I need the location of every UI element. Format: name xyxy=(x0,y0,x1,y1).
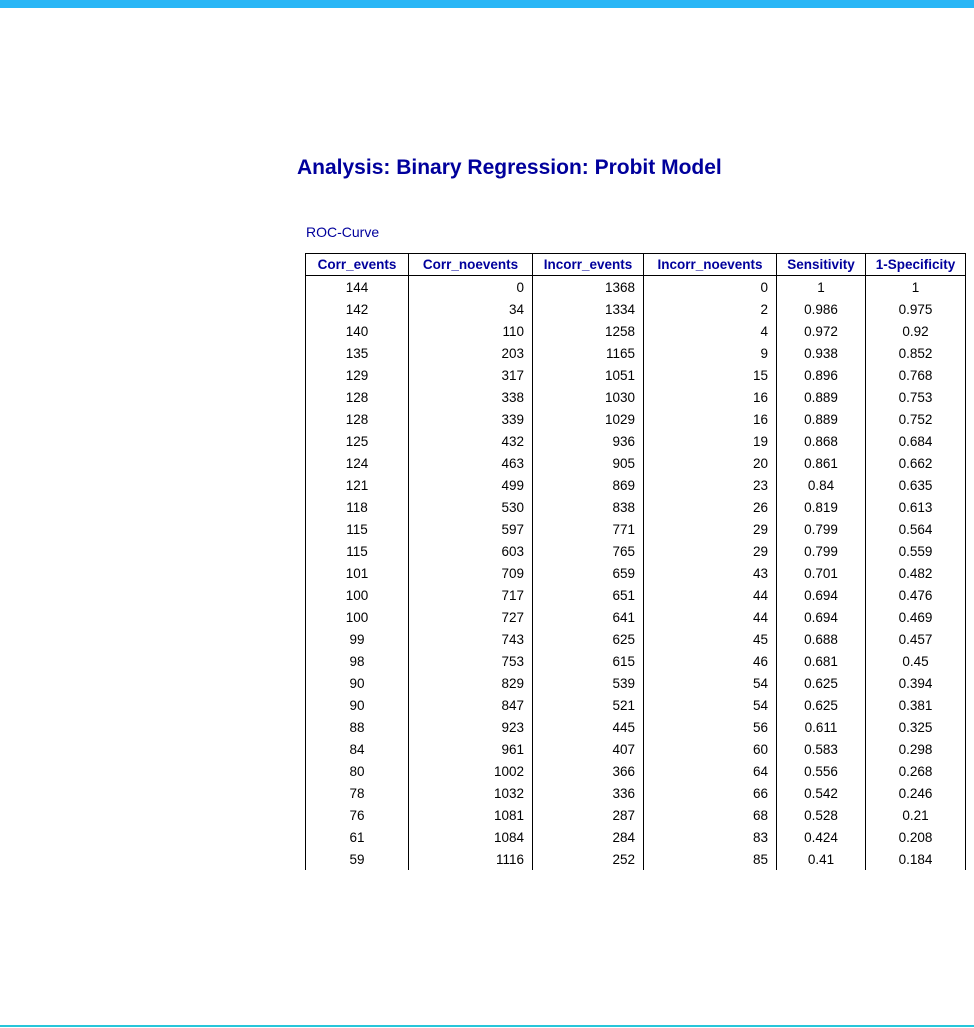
one-minus-specificity-cell: 0.457 xyxy=(866,628,966,650)
incorr-noevents-cell: 9 xyxy=(644,342,777,364)
corr-noevents-cell: 432 xyxy=(409,430,533,452)
incorr-noevents-cell: 15 xyxy=(644,364,777,386)
corr-events-cell: 129 xyxy=(306,364,409,386)
incorr-noevents-cell: 0 xyxy=(644,276,777,299)
incorr-noevents-cell: 43 xyxy=(644,562,777,584)
one-minus-specificity-cell: 0.613 xyxy=(866,496,966,518)
corr-events-cell: 100 xyxy=(306,606,409,628)
roc-table-container xyxy=(305,253,966,909)
sensitivity-cell: 0.896 xyxy=(777,364,866,386)
table-row xyxy=(306,650,966,672)
one-minus-specificity-cell: 0.45 xyxy=(866,650,966,672)
corr-events-cell: 144 xyxy=(306,276,409,299)
incorr-events-cell: 659 xyxy=(533,562,644,584)
sensitivity-cell: 0.556 xyxy=(777,760,866,782)
table-header-row xyxy=(306,254,966,276)
corr-noevents-cell: 717 xyxy=(409,584,533,606)
incorr-noevents-cell: 4 xyxy=(644,320,777,342)
sensitivity-cell: 1 xyxy=(777,276,866,299)
incorr-events-cell: 651 xyxy=(533,584,644,606)
corr-events-cell: 76 xyxy=(306,804,409,826)
incorr-noevents-cell: 44 xyxy=(644,584,777,606)
incorr-events-cell: 905 xyxy=(533,452,644,474)
corr-noevents-cell: 338 xyxy=(409,386,533,408)
corr-events-cell: 128 xyxy=(306,408,409,430)
corr-noevents-cell: 0 xyxy=(409,276,533,299)
sensitivity-cell: 0.972 xyxy=(777,320,866,342)
corr-noevents-cell: 203 xyxy=(409,342,533,364)
column-header-corr-events: Corr_events xyxy=(306,254,409,276)
incorr-events-cell: 252 xyxy=(533,848,644,870)
table-row xyxy=(306,760,966,782)
corr-events-cell: 140 xyxy=(306,320,409,342)
one-minus-specificity-cell: 0.752 xyxy=(866,408,966,430)
corr-noevents-cell: 1032 xyxy=(409,782,533,804)
corr-events-cell: 80 xyxy=(306,760,409,782)
one-minus-specificity-cell: 0.21 xyxy=(866,804,966,826)
sensitivity-cell: 0.694 xyxy=(777,606,866,628)
incorr-events-cell: 765 xyxy=(533,540,644,562)
incorr-events-cell: 284 xyxy=(533,826,644,848)
table-body xyxy=(306,276,966,871)
sensitivity-cell: 0.681 xyxy=(777,650,866,672)
corr-events-cell: 78 xyxy=(306,782,409,804)
corr-events-cell: 61 xyxy=(306,826,409,848)
incorr-noevents-cell: 56 xyxy=(644,716,777,738)
column-header-corr-noevents: Corr_noevents xyxy=(409,254,533,276)
incorr-events-cell: 366 xyxy=(533,760,644,782)
incorr-noevents-cell: 85 xyxy=(644,848,777,870)
incorr-events-cell: 838 xyxy=(533,496,644,518)
corr-events-cell: 98 xyxy=(306,650,409,672)
table-row xyxy=(306,848,966,870)
table-row xyxy=(306,430,966,452)
corr-events-cell: 84 xyxy=(306,738,409,760)
incorr-events-cell: 1030 xyxy=(533,386,644,408)
incorr-noevents-cell: 45 xyxy=(644,628,777,650)
incorr-events-cell: 407 xyxy=(533,738,644,760)
incorr-events-cell: 1029 xyxy=(533,408,644,430)
table-row xyxy=(306,342,966,364)
one-minus-specificity-cell: 0.753 xyxy=(866,386,966,408)
bottom-divider xyxy=(0,1025,974,1027)
one-minus-specificity-cell: 0.394 xyxy=(866,672,966,694)
table-row xyxy=(306,496,966,518)
table-row xyxy=(306,826,966,848)
sensitivity-cell: 0.868 xyxy=(777,430,866,452)
column-header-one-minus-specificity: 1-Specificity xyxy=(866,254,966,276)
incorr-events-cell: 641 xyxy=(533,606,644,628)
corr-events-cell: 124 xyxy=(306,452,409,474)
incorr-noevents-cell: 19 xyxy=(644,430,777,452)
corr-noevents-cell: 597 xyxy=(409,518,533,540)
column-header-sensitivity: Sensitivity xyxy=(777,254,866,276)
corr-noevents-cell: 603 xyxy=(409,540,533,562)
incorr-noevents-cell: 64 xyxy=(644,760,777,782)
incorr-events-cell: 521 xyxy=(533,694,644,716)
corr-noevents-cell: 1081 xyxy=(409,804,533,826)
incorr-noevents-cell: 46 xyxy=(644,650,777,672)
one-minus-specificity-cell: 0.184 xyxy=(866,848,966,870)
corr-noevents-cell: 923 xyxy=(409,716,533,738)
table-row xyxy=(306,804,966,826)
table-row xyxy=(306,584,966,606)
incorr-noevents-cell: 29 xyxy=(644,540,777,562)
table-row xyxy=(306,364,966,386)
sensitivity-cell: 0.889 xyxy=(777,386,866,408)
incorr-events-cell: 287 xyxy=(533,804,644,826)
incorr-noevents-cell: 54 xyxy=(644,694,777,716)
one-minus-specificity-cell: 0.768 xyxy=(866,364,966,386)
table-row xyxy=(306,628,966,650)
incorr-events-cell: 936 xyxy=(533,430,644,452)
sensitivity-cell: 0.799 xyxy=(777,518,866,540)
corr-noevents-cell: 1084 xyxy=(409,826,533,848)
corr-events-cell: 101 xyxy=(306,562,409,584)
corr-noevents-cell: 709 xyxy=(409,562,533,584)
corr-noevents-cell: 499 xyxy=(409,474,533,496)
sensitivity-cell: 0.819 xyxy=(777,496,866,518)
one-minus-specificity-cell: 0.381 xyxy=(866,694,966,716)
table-row xyxy=(306,562,966,584)
corr-noevents-cell: 727 xyxy=(409,606,533,628)
one-minus-specificity-cell: 0.268 xyxy=(866,760,966,782)
incorr-noevents-cell: 2 xyxy=(644,298,777,320)
corr-events-cell: 90 xyxy=(306,672,409,694)
table-row xyxy=(306,276,966,299)
corr-events-cell: 115 xyxy=(306,540,409,562)
corr-noevents-cell: 110 xyxy=(409,320,533,342)
table-row xyxy=(306,386,966,408)
corr-noevents-cell: 463 xyxy=(409,452,533,474)
table-row xyxy=(306,320,966,342)
one-minus-specificity-cell: 0.635 xyxy=(866,474,966,496)
one-minus-specificity-cell: 0.559 xyxy=(866,540,966,562)
incorr-noevents-cell: 20 xyxy=(644,452,777,474)
sensitivity-cell: 0.861 xyxy=(777,452,866,474)
corr-events-cell: 118 xyxy=(306,496,409,518)
one-minus-specificity-cell: 1 xyxy=(866,276,966,299)
corr-events-cell: 88 xyxy=(306,716,409,738)
incorr-noevents-cell: 16 xyxy=(644,408,777,430)
sensitivity-cell: 0.84 xyxy=(777,474,866,496)
corr-events-cell: 59 xyxy=(306,848,409,870)
one-minus-specificity-cell: 0.325 xyxy=(866,716,966,738)
one-minus-specificity-cell: 0.975 xyxy=(866,298,966,320)
table-row xyxy=(306,738,966,760)
sensitivity-cell: 0.799 xyxy=(777,540,866,562)
sensitivity-cell: 0.701 xyxy=(777,562,866,584)
one-minus-specificity-cell: 0.208 xyxy=(866,826,966,848)
sensitivity-cell: 0.583 xyxy=(777,738,866,760)
sensitivity-cell: 0.625 xyxy=(777,672,866,694)
sensitivity-cell: 0.41 xyxy=(777,848,866,870)
incorr-noevents-cell: 26 xyxy=(644,496,777,518)
incorr-events-cell: 1051 xyxy=(533,364,644,386)
corr-noevents-cell: 317 xyxy=(409,364,533,386)
sensitivity-cell: 0.938 xyxy=(777,342,866,364)
table-row xyxy=(306,694,966,716)
table-row xyxy=(306,672,966,694)
table-row xyxy=(306,782,966,804)
table-row xyxy=(306,540,966,562)
incorr-noevents-cell: 29 xyxy=(644,518,777,540)
sensitivity-cell: 0.528 xyxy=(777,804,866,826)
corr-noevents-cell: 743 xyxy=(409,628,533,650)
roc-table xyxy=(305,253,966,870)
sensitivity-cell: 0.688 xyxy=(777,628,866,650)
corr-noevents-cell: 847 xyxy=(409,694,533,716)
incorr-noevents-cell: 60 xyxy=(644,738,777,760)
incorr-events-cell: 336 xyxy=(533,782,644,804)
table-row xyxy=(306,408,966,430)
incorr-events-cell: 445 xyxy=(533,716,644,738)
corr-noevents-cell: 34 xyxy=(409,298,533,320)
corr-noevents-cell: 961 xyxy=(409,738,533,760)
top-accent-bar xyxy=(0,0,974,8)
incorr-events-cell: 771 xyxy=(533,518,644,540)
incorr-events-cell: 869 xyxy=(533,474,644,496)
sensitivity-cell: 0.694 xyxy=(777,584,866,606)
corr-events-cell: 115 xyxy=(306,518,409,540)
incorr-events-cell: 1368 xyxy=(533,276,644,299)
corr-noevents-cell: 530 xyxy=(409,496,533,518)
one-minus-specificity-cell: 0.298 xyxy=(866,738,966,760)
corr-events-cell: 128 xyxy=(306,386,409,408)
incorr-events-cell: 1258 xyxy=(533,320,644,342)
one-minus-specificity-cell: 0.662 xyxy=(866,452,966,474)
incorr-noevents-cell: 23 xyxy=(644,474,777,496)
sensitivity-cell: 0.424 xyxy=(777,826,866,848)
corr-events-cell: 121 xyxy=(306,474,409,496)
one-minus-specificity-cell: 0.852 xyxy=(866,342,966,364)
sensitivity-cell: 0.542 xyxy=(777,782,866,804)
incorr-noevents-cell: 83 xyxy=(644,826,777,848)
corr-events-cell: 142 xyxy=(306,298,409,320)
corr-noevents-cell: 829 xyxy=(409,672,533,694)
column-header-incorr-noevents: Incorr_noevents xyxy=(644,254,777,276)
one-minus-specificity-cell: 0.564 xyxy=(866,518,966,540)
one-minus-specificity-cell: 0.482 xyxy=(866,562,966,584)
corr-noevents-cell: 753 xyxy=(409,650,533,672)
corr-noevents-cell: 339 xyxy=(409,408,533,430)
incorr-noevents-cell: 44 xyxy=(644,606,777,628)
incorr-noevents-cell: 54 xyxy=(644,672,777,694)
sensitivity-cell: 0.986 xyxy=(777,298,866,320)
page-title: Analysis: Binary Regression: Probit Model xyxy=(297,156,722,179)
corr-events-cell: 135 xyxy=(306,342,409,364)
incorr-events-cell: 539 xyxy=(533,672,644,694)
incorr-noevents-cell: 16 xyxy=(644,386,777,408)
corr-events-cell: 125 xyxy=(306,430,409,452)
one-minus-specificity-cell: 0.684 xyxy=(866,430,966,452)
column-header-incorr-events: Incorr_events xyxy=(533,254,644,276)
incorr-noevents-cell: 68 xyxy=(644,804,777,826)
incorr-noevents-cell: 66 xyxy=(644,782,777,804)
corr-events-cell: 99 xyxy=(306,628,409,650)
corr-events-cell: 100 xyxy=(306,584,409,606)
table-row xyxy=(306,606,966,628)
table-row xyxy=(306,474,966,496)
corr-noevents-cell: 1002 xyxy=(409,760,533,782)
incorr-events-cell: 625 xyxy=(533,628,644,650)
one-minus-specificity-cell: 0.469 xyxy=(866,606,966,628)
sensitivity-cell: 0.889 xyxy=(777,408,866,430)
incorr-events-cell: 1334 xyxy=(533,298,644,320)
incorr-events-cell: 1165 xyxy=(533,342,644,364)
corr-noevents-cell: 1116 xyxy=(409,848,533,870)
table-row xyxy=(306,452,966,474)
one-minus-specificity-cell: 0.246 xyxy=(866,782,966,804)
one-minus-specificity-cell: 0.476 xyxy=(866,584,966,606)
corr-events-cell: 90 xyxy=(306,694,409,716)
sensitivity-cell: 0.625 xyxy=(777,694,866,716)
table-row xyxy=(306,298,966,320)
table-caption: ROC-Curve xyxy=(306,224,380,240)
table-row xyxy=(306,518,966,540)
one-minus-specificity-cell: 0.92 xyxy=(866,320,966,342)
sensitivity-cell: 0.611 xyxy=(777,716,866,738)
incorr-events-cell: 615 xyxy=(533,650,644,672)
table-row xyxy=(306,716,966,738)
